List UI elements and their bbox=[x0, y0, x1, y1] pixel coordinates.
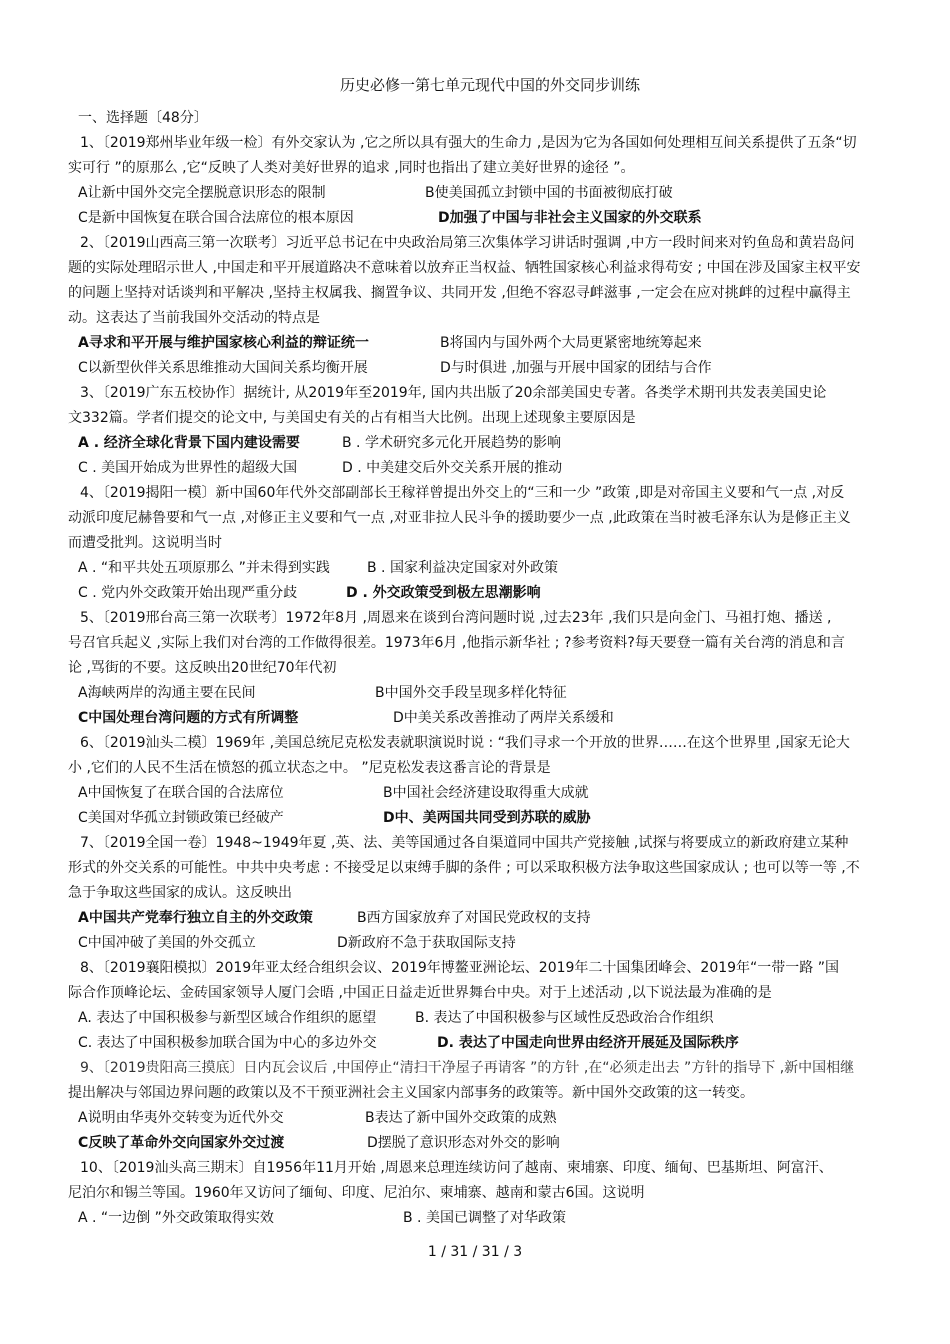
question-8-options bbox=[68, 1031, 888, 1056]
option-c: C . 党内外交政策开始出现严重分歧 bbox=[78, 585, 298, 601]
page-number: 1 / 31 / 31 / 3 bbox=[427, 1244, 523, 1260]
option-c: C. 表达了中国积极参加联合国为中心的多边外交 bbox=[78, 1035, 377, 1051]
option-b: B . 国家利益决定国家对外政策 bbox=[367, 560, 558, 576]
option-b: B西方国家放弃了对国民党政权的支持 bbox=[357, 910, 591, 926]
option-a-answer: A . 经济全球化背景下国内建设需要 bbox=[78, 435, 300, 451]
question-5-text: 5、〔2019邢台高三第一次联考〕1972年8月 ,周恩来在谈到台湾问题时说 ,过去23年 ,我们只是向金门、马祖打炮、播送 , bbox=[80, 610, 832, 626]
question-6-text: 6、〔2019汕头二模〕1969年 ,美国总统尼克松发表就职演说时说 : “我们寻求一个开放的世界……在这个世界里 ,国家无论大 bbox=[80, 735, 850, 751]
question-6-options bbox=[68, 806, 888, 831]
question-10-text: 10、〔2019汕头高三期末〕自1956年11月开始 ,周恩来总理连续访问了越南、柬埔寨、印度、缅甸、巴基斯坦、阿富汗、 bbox=[80, 1160, 833, 1176]
question-3-options bbox=[68, 456, 888, 481]
option-d-answer: D. 表达了中国走向世界由经济开展延及国际秩序 bbox=[437, 1035, 739, 1051]
question-2-text: 2、〔2019山西高三第一次联考〕习近平总书记在中央政治局第三次集体学习讲话时强调 ,中方一段时间来对钓鱼岛和黄岩岛问 bbox=[80, 235, 855, 251]
option-b: B. 表达了中国积极参与区域性反恐政治合作组织 bbox=[415, 1010, 714, 1026]
option-b: B表达了新中国外交政策的成熟 bbox=[365, 1110, 557, 1126]
option-d-answer: D . 外交政策受到极左思潮影响 bbox=[346, 585, 541, 601]
question-4-text: 4、〔2019揭阳一模〕新中国60年代外交部副部长王稼祥曾提出外交上的“三和一少 ”政策 ,即是对帝国主义要和气一点 ,对反 bbox=[80, 485, 845, 501]
option-a: A . “一边倒 ”外交政策取得实效 bbox=[78, 1210, 274, 1226]
option-a: A让新中国外交完全摆脱意识形态的限制 bbox=[78, 185, 326, 201]
question-9-text: 9、〔2019贵阳高三摸底〕日内瓦会议后 ,中国停止“清扫干净屋子再请客 ”的方针 ,在“必须走出去 ”方针的指导下 ,新中国相继 bbox=[80, 1060, 855, 1076]
option-b: B将国内与国外两个大局更紧密地统筹起来 bbox=[440, 335, 702, 351]
option-c-answer: C反映了革命外交向国家外交过渡 bbox=[78, 1135, 285, 1151]
question-2-options bbox=[68, 331, 888, 356]
option-a: A. 表达了中国积极参与新型区域合作组织的愿望 bbox=[78, 1010, 377, 1026]
question-2-text: 的问题上坚持对话谈判和平解决 ,坚持主权属我、搁置争议、共同开发 ,但绝不容忍寻衅滋事 ,一定会在应对挑衅的过程中赢得主 bbox=[68, 285, 851, 301]
question-5-options bbox=[68, 681, 888, 706]
option-c: C . 美国开始成为世界性的超级大国 bbox=[78, 460, 298, 476]
option-c-answer: C中国处理台湾问题的方式有所调整 bbox=[78, 710, 299, 726]
question-8-options bbox=[68, 1006, 888, 1031]
question-4-options bbox=[68, 556, 888, 581]
question-2-options bbox=[68, 356, 888, 381]
question-7-options bbox=[68, 906, 888, 931]
question-9-options bbox=[68, 1106, 888, 1131]
question-7-options bbox=[68, 931, 888, 956]
option-d: D摆脱了意识形态对外交的影响 bbox=[367, 1135, 560, 1151]
option-b: B . 美国已调整了对华政策 bbox=[403, 1210, 566, 1226]
question-6-text: 小 ,它们的人民不生活在愤怒的孤立状态之中。 ”尼克松发表这番言论的背景是 bbox=[68, 760, 551, 776]
question-3-text: 文332篇。学者们提交的论文中, 与美国史有关的占有相当大比例。出现上述现象主要原因是 bbox=[68, 410, 636, 426]
question-7-text: 急于争取这些国家的成认。这反映出 bbox=[68, 885, 292, 901]
option-c: C中国冲破了美国的外交孤立 bbox=[78, 935, 256, 951]
option-a: A海峡两岸的沟通主要在民间 bbox=[78, 685, 256, 701]
question-5-text: 号召官兵起义 ,实际上我们对台湾的工作做得很差。1973年6月 ,他指示新华社 ; ?参考资料?每天要登一篇有关台湾的消息和言 bbox=[68, 635, 845, 651]
option-d: D中美关系改善推动了两岸关系缓和 bbox=[393, 710, 614, 726]
question-1-options bbox=[68, 206, 888, 231]
question-8-text: 际合作顶峰论坛、金砖国家领导人厦门会晤 ,中国正日益走近世界舞台中央。对于上述活动 ,以下说法最为准确的是 bbox=[68, 985, 772, 1001]
option-b: B . 学术研究多元化开展趋势的影响 bbox=[342, 435, 561, 451]
question-5-options bbox=[68, 706, 888, 731]
question-7-text: 7、〔2019全国一卷〕1948~1949年夏 ,英、法、美等国通过各自渠道同中国共产党接触 ,试探与将要成立的新政府建立某种 bbox=[80, 835, 849, 851]
option-c: C以新型伙伴关系思维推动大国间关系均衡开展 bbox=[78, 360, 368, 376]
question-2-text: 动。这表达了当前我国外交活动的特点是 bbox=[68, 310, 320, 326]
option-a: A说明由华夷外交转变为近代外交 bbox=[78, 1110, 284, 1126]
question-1-text: 1、〔2019郑州毕业年级一检〕有外交家认为 ,它之所以具有强大的生命力 ,是因为它为各国如何处理相互间关系提供了五条“切 bbox=[80, 135, 857, 151]
question-7-text: 形式的外交关系的可能性。中共中央考虑 : 不接受足以束缚手脚的条件 ; 可以采取积极方法争取这些国家成认 ; 也可以等一等 ,不 bbox=[68, 860, 860, 876]
question-10-text: 尼泊尔和锡兰等国。1960年又访问了缅甸、印度、尼泊尔、柬埔寨、越南和蒙古6国。这说明 bbox=[68, 1185, 645, 1201]
question-3-options bbox=[68, 431, 888, 456]
question-4-text: 而遭受批判。这说明当时 bbox=[68, 535, 222, 551]
option-a-answer: A中国共产党奉行独立自主的外交政策 bbox=[78, 910, 313, 926]
question-9-text: 提出解决与邻国边界问题的政策以及不干预亚洲社会主义国家内部事务的政策等。新中国外交政策的这一转变。 bbox=[68, 1085, 754, 1101]
option-b: B使美国孤立封锁中国的书面被彻底打破 bbox=[425, 185, 673, 201]
section-heading: 一、选择题〔48分〕 bbox=[78, 110, 208, 126]
option-d: D新政府不急于获取国际支持 bbox=[337, 935, 516, 951]
question-1-text: 实可行 ”的原那么 ,它“反映了人类对美好世界的追求 ,同时也指出了建立美好世界的途径 ”。 bbox=[68, 160, 635, 176]
question-1-options bbox=[68, 181, 888, 206]
option-b: B中国社会经济建设取得重大成就 bbox=[383, 785, 589, 801]
question-6-options bbox=[68, 781, 888, 806]
question-2-text: 题的实际处理昭示世人 ,中国走和平开展道路决不意味着以放弃正当权益、牺牲国家核心利益求得苟安 ; 中国在涉及国家主权平安 bbox=[68, 260, 861, 276]
question-5-text: 论 ,骂街的不要。这反映出20世纪70年代初 bbox=[68, 660, 337, 676]
option-c: C是新中国恢复在联合国合法席位的根本原因 bbox=[78, 210, 354, 226]
option-d-answer: D中、美两国共同受到苏联的威胁 bbox=[383, 810, 591, 826]
question-4-options bbox=[68, 581, 888, 606]
question-9-options bbox=[68, 1131, 888, 1156]
option-d: D与时俱进 ,加强与开展中国家的团结与合作 bbox=[440, 360, 712, 376]
question-8-text: 8、〔2019襄阳模拟〕2019年亚太经合组织会议、2019年博鳌亚洲论坛、2019年二十国集团峰会、2019年“一带一路 ”国 bbox=[80, 960, 840, 976]
question-10-options bbox=[68, 1206, 888, 1231]
option-b: B中国外交手段呈现多样化特征 bbox=[375, 685, 567, 701]
question-4-text: 动派印度尼赫鲁要和气一点 ,对修正主义要和气一点 ,对亚非拉人民斗争的援助要少一点 ,此政策在当时被毛泽东认为是修正主义 bbox=[68, 510, 851, 526]
option-c: C美国对华孤立封锁政策已经破产 bbox=[78, 810, 284, 826]
option-a-answer: A寻求和平开展与维护国家核心利益的辩证统一 bbox=[78, 335, 369, 351]
option-a: A中国恢复了在联合国的合法席位 bbox=[78, 785, 284, 801]
document-title: 历史必修一第七单元现代中国的外交同步训练 bbox=[339, 76, 640, 94]
option-a: A . “和平共处五项原那么 ”并未得到实践 bbox=[78, 560, 330, 576]
option-d-answer: D加强了中国与非社会主义国家的外交联系 bbox=[438, 210, 702, 226]
document-body bbox=[68, 106, 888, 1231]
question-3-text: 3、〔2019广东五校协作〕据统计, 从2019年至2019年, 国内共出版了20余部美国史专著。各类学术期刊共发表美国史论 bbox=[80, 385, 827, 401]
option-d: D . 中美建交后外交关系开展的推动 bbox=[342, 460, 563, 476]
